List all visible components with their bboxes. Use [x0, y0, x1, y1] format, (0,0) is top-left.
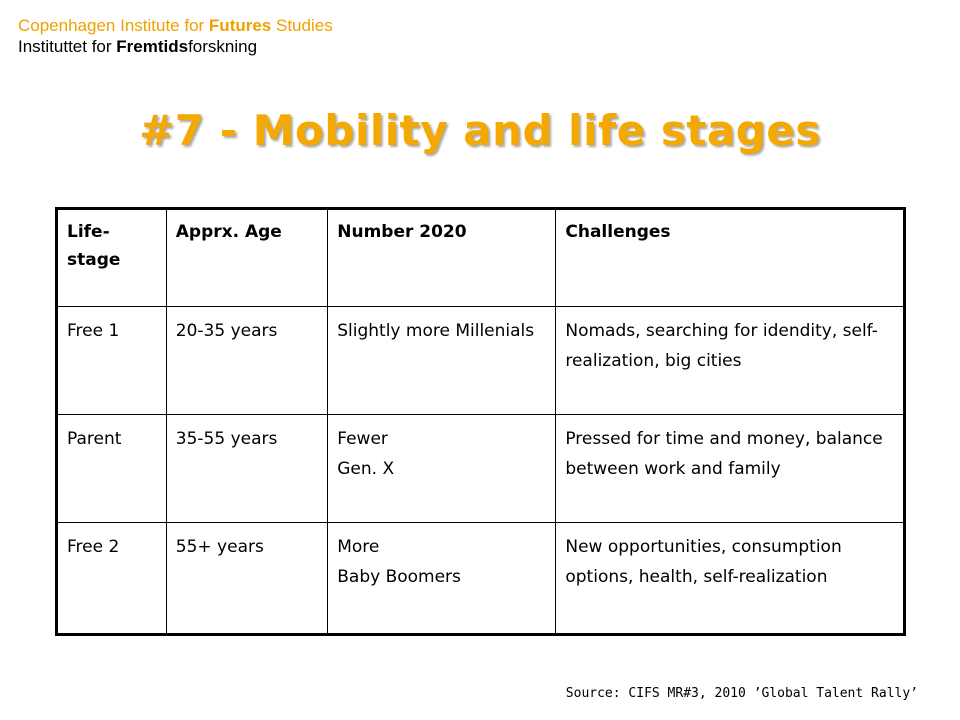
cell-number — [328, 307, 556, 415]
table-row — [57, 307, 905, 415]
org-name-english — [18, 15, 333, 36]
org-line2-bold: Fremtids — [116, 37, 189, 56]
source-citation: Source: CIFS MR#3, 2010 ’Global Talent Rally’ — [565, 686, 918, 701]
cell-challenges: Pressed for time and money, balance between work and family — [556, 415, 905, 523]
cell-age: 55+ years — [166, 523, 327, 635]
table-row — [57, 523, 905, 635]
cell-stage: Free 2 — [57, 523, 167, 635]
slide-title: #7 - Mobility and life stages — [139, 106, 821, 155]
cell-number-line: More — [337, 537, 380, 557]
organization-header — [18, 15, 333, 57]
cell-number-line: Slightly more Millenials — [337, 321, 535, 341]
org-line1-bold: Futures — [208, 16, 272, 35]
header-life-stage: Life- stage — [57, 209, 167, 307]
org-name-danish — [18, 36, 333, 57]
cell-age: 35-55 years — [166, 415, 327, 523]
org-line1-prefix: Copenhagen Institute for — [18, 16, 209, 35]
cell-stage: Free 1 — [57, 307, 167, 415]
org-line1-suffix: Studies — [271, 16, 333, 35]
life-stages-table — [55, 207, 906, 636]
cell-number — [328, 415, 556, 523]
cell-stage: Parent — [57, 415, 167, 523]
cell-number-line: Baby Boomers — [337, 567, 461, 587]
table-row — [57, 415, 905, 523]
org-line2-suffix: forskning — [188, 37, 258, 56]
cell-number-line: Fewer — [337, 429, 388, 449]
org-line2-prefix: Instituttet for — [18, 37, 117, 56]
cell-number-line: Gen. X — [337, 459, 395, 479]
cell-age: 20-35 years — [166, 307, 327, 415]
header-age: Apprx. Age — [166, 209, 327, 307]
header-challenges: Challenges — [556, 209, 905, 307]
cell-challenges: New opportunities, consumption options, health, self-realization — [556, 523, 905, 635]
header-number: Number 2020 — [328, 209, 556, 307]
cell-number — [328, 523, 556, 635]
cell-challenges: Nomads, searching for idendity, self-realization, big cities — [556, 307, 905, 415]
table-header-row — [57, 209, 905, 307]
